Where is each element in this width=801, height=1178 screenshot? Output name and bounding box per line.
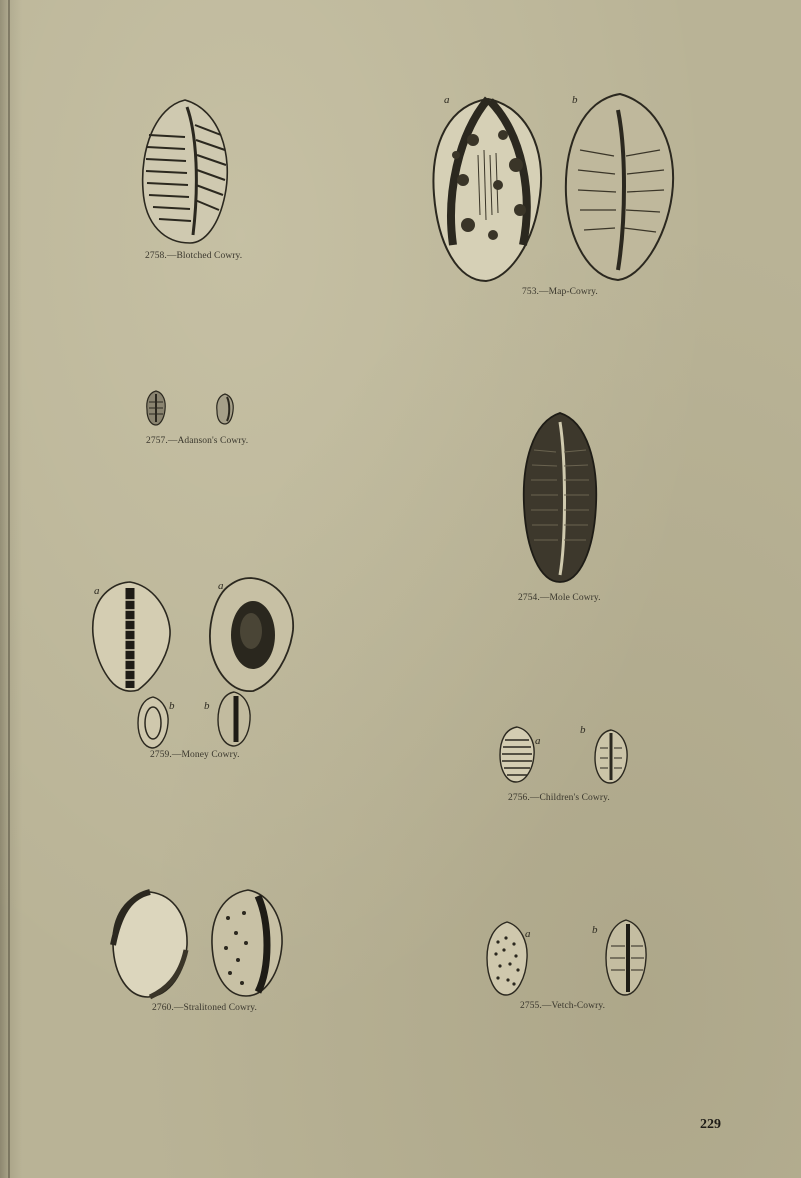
figure-label: b	[580, 724, 586, 736]
stralitoned-cowry-a-illustration	[110, 890, 190, 1000]
figure-caption: 2760.—Stralitoned Cowry.	[152, 1003, 257, 1013]
figure-label: a	[444, 94, 450, 106]
vetch-cowry-a-illustration	[484, 920, 530, 998]
money-cowry-b1-illustration	[136, 695, 170, 750]
childrens-cowry-a-illustration	[497, 725, 537, 785]
stralitoned-cowry-b-illustration	[208, 888, 286, 1000]
map-cowry-b-illustration	[560, 90, 680, 285]
mole-cowry-illustration	[520, 410, 600, 585]
money-cowry-a2-illustration	[205, 575, 297, 695]
money-cowry-b2-illustration	[216, 690, 252, 748]
adansons-cowry-b-illustration	[215, 393, 235, 425]
page-number: 229	[700, 1117, 721, 1132]
childrens-cowry-b-illustration	[592, 728, 630, 786]
figure-caption: 753.—Map-Cowry.	[522, 287, 598, 297]
adansons-cowry-a-illustration	[145, 390, 167, 426]
map-cowry-a-illustration	[428, 95, 548, 285]
vetch-cowry-b-illustration	[603, 918, 649, 998]
figure-caption: 2758.—Blotched Cowry.	[145, 251, 243, 261]
figure-label: b	[572, 94, 578, 106]
page-gutter-shadow	[8, 0, 10, 1178]
figure-caption: 2755.—Vetch-Cowry.	[520, 1001, 606, 1011]
figure-label: a	[535, 735, 541, 747]
figure-caption: 2756.—Children's Cowry.	[508, 793, 610, 803]
figure-label: b	[169, 700, 175, 712]
figure-caption: 2754.—Mole Cowry.	[518, 593, 601, 603]
money-cowry-a1-illustration	[88, 580, 173, 695]
figure-label: a	[525, 928, 531, 940]
figure-label: a	[218, 580, 224, 592]
figure-label: b	[592, 924, 598, 936]
figure-caption: 2757.—Adanson's Cowry.	[146, 436, 249, 446]
figure-label: b	[204, 700, 210, 712]
blotched-cowry-illustration	[135, 95, 235, 245]
figure-label: a	[94, 585, 100, 597]
figure-caption: 2759.—Money Cowry.	[150, 750, 240, 760]
